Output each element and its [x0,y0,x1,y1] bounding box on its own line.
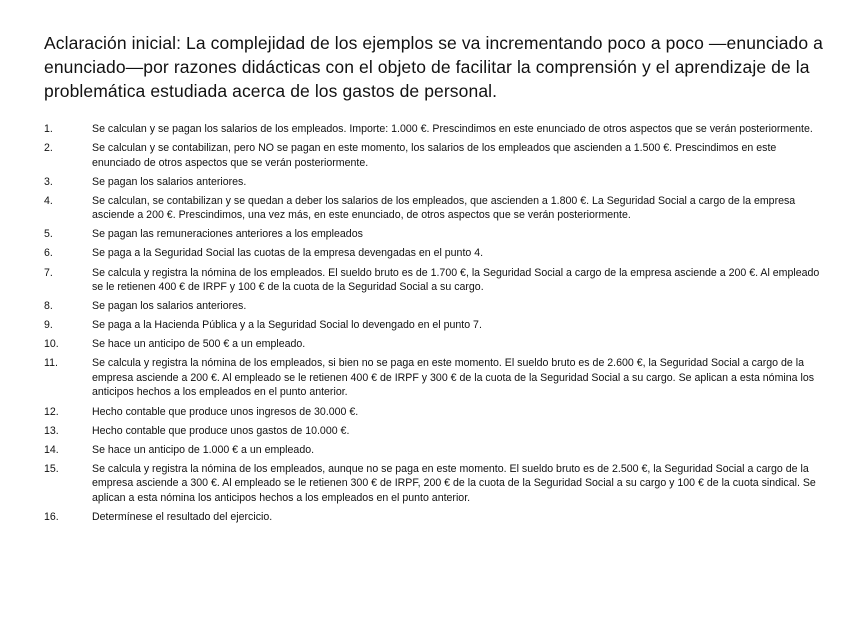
list-item [44,356,824,400]
item-text: Hecho contable que produce unos ingresos de 30.000 €. [92,405,359,418]
list-item [44,194,824,223]
item-number: 13. [44,424,59,437]
item-text: Se pagan los salarios anteriores. [92,175,247,188]
list-item [44,462,824,506]
exercise-list [44,122,824,529]
list-item [44,266,824,295]
item-number: 8. [44,300,53,313]
list-item [44,443,824,458]
list-item [44,122,824,137]
item-number: 11. [44,357,58,370]
item-text: Se paga a la Seguridad Social las cuotas de la empresa devengadas en el punto 4. [92,247,484,260]
list-item [44,510,824,525]
list-item [44,141,824,170]
item-text: Se paga a la Hacienda Pública y a la Seguridad Social lo devengado en el punto 7. [92,319,482,332]
item-number: 12. [44,405,59,418]
list-item [44,246,824,261]
list-item [44,424,824,439]
item-number: 9. [44,319,53,332]
item-text: Se calculan y se pagan los salarios de los empleados. Importe: 1.000 €. Prescindimos en este enunciado de otros aspectos que se verán posteriormente. [92,123,813,135]
intro-paragraph: Aclaración inicial: La complejidad de los ejemplos se va incrementando poco a poco —enunciado a enunciado—por razones didácticas con el objeto de facilitar la comprensión y el aprendizaje de la problemática estudiada acerca de los gastos de personal. [44,33,823,101]
item-text: Se calcula y registra la nómina de los empleados. El sueldo bruto es de 1.700 €, la Seguridad Social a cargo de la empresa asciende a 200 €. Al empleado se le retienen 400 € de IRPF y 100 € de la cuota de la Seguridad Social a su cargo. [92,266,820,294]
item-number: 4. [44,194,53,207]
item-text: Se calcula y registra la nómina de los empleados, si bien no se paga en este momento. El sueldo bruto es de 2.600 €, la Seguridad Social a cargo de la empresa asciende a 200 €. Al empleado se le retienen 400 € de IRPF y 300 € de la cuota de la Seguridad Social a su cargo. Se aplican a esta nómina los anticipos hechos a los empleados en el punto anterior. [92,357,815,399]
item-number: 3. [44,175,53,188]
item-number: 5. [44,228,53,241]
item-text: Se calcula y registra la nómina de los empleados, aunque no se paga en este momento. El sueldo bruto es de 2.500 €, la Seguridad Social a cargo de la empresa asciende a 300 €. Al empleado se le retienen 300 € de IRPF, 200 € de la cuota de la Seguridad Social a su cargo y 100 € de la cuota sindical. Se aplican a esta nómina los anticipos hechos a los empleados en el punto anterior. [92,462,816,504]
item-text: Hecho contable que produce unos gastos de 10.000 €. [92,424,350,437]
list-item [44,405,824,420]
item-text: Se hace un anticipo de 500 € a un empleado. [92,338,306,351]
item-number: 6. [44,247,53,260]
item-number: 7. [44,266,53,279]
list-item [44,175,824,190]
item-text: Se calculan, se contabilizan y se quedan a deber los salarios de los empleados, que ascienden a 1.800 €. La Seguridad Social a cargo de la empresa asciende a 200 €. Prescindimos, una vez más, en este enunciado, de otros aspectos que se verán posteriormente. [92,194,796,222]
list-item [44,299,824,314]
list-item [44,337,824,352]
item-number: 10. [44,338,59,351]
item-text: Se pagan los salarios anteriores. [92,300,247,313]
item-number: 14. [44,443,59,456]
item-text: Se pagan las remuneraciones anteriores a los empleados [92,228,363,241]
item-number: 15. [44,462,59,475]
item-number: 16. [44,510,59,523]
list-item [44,227,824,242]
item-number: 1. [44,123,53,135]
item-number: 2. [44,142,53,155]
item-text: Se hace un anticipo de 1.000 € a un empleado. [92,443,315,456]
list-item [44,318,824,333]
item-text: Determínese el resultado del ejercicio. [92,510,273,523]
item-text: Se calculan y se contabilizan, pero NO se pagan en este momento, los salarios de los empleados que ascienden a 1.500 €. Prescindimos en este enunciado de otros aspectos que se verán posteriormente. [92,142,777,169]
